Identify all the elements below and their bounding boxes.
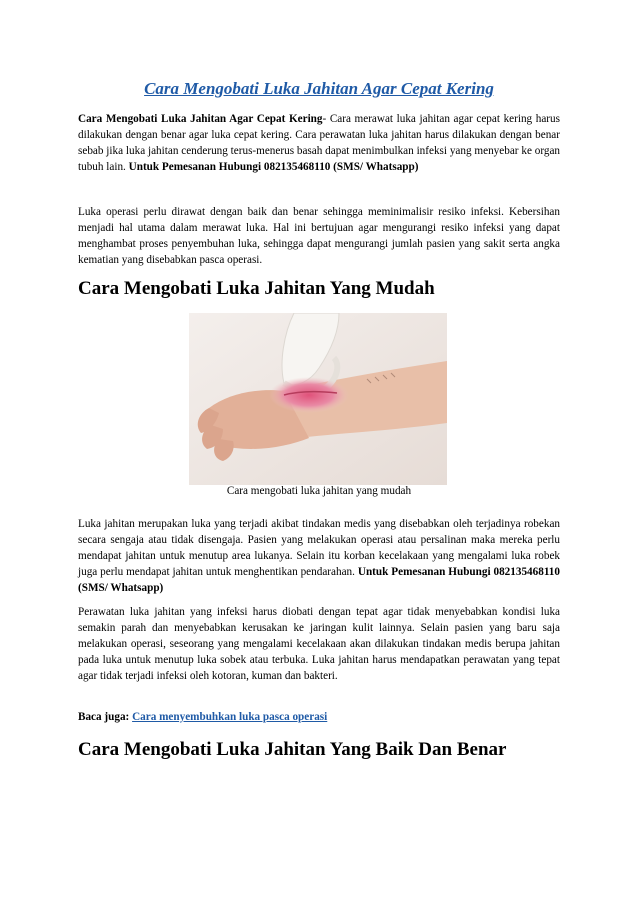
section1-paragraph-2: Perawatan luka jahitan yang infeksi harus diobati dengan tepat agar tidak menyebabkan kondisi luka semakin parah dan menyebabkan kerusakan ke jaringan kulit lainnya. Selain pasien yang baru saja melakukan operasi, seseorang yang mengalami kecelakaan akan dilakukan tindakan medis berupa jahitan pada luka untuk menutup luka sobek atau terbuka. Luka jahitan harus mendapatkan perawatan yang tepat agar tidak terjadi infeksi oleh kotoran, kuman dan bakteri. <box>78 606 560 682</box>
hand-wound-illustration <box>189 313 447 485</box>
wound-photo <box>189 313 447 485</box>
read-also-label: Baca juga: <box>78 711 130 723</box>
page-title[interactable]: Cara Mengobati Luka Jahitan Agar Cepat Kering <box>144 79 494 98</box>
section-heading-1: Cara Mengobati Luka Jahitan Yang Mudah <box>78 278 435 299</box>
section1-contact: Untuk Pemesanan Hubungi 082135468110 (SMS/ Whatsapp) <box>78 566 560 594</box>
section-heading-2: Cara Mengobati Luka Jahitan Yang Baik Dan Benar <box>78 739 507 760</box>
intro-text: - Cara merawat luka jahitan agar cepat kering harus dilakukan dengan benar agar luka cepat kering. Cara perawatan luka jahitan harus dilakukan dengan benar sebab jika luka jahitan cenderung terus-menerus basah dapat menimbulkan infeksi yang menyebar ke organ tubuh lain. <box>78 113 560 173</box>
intro-contact: Untuk Pemesanan Hubungi 082135468110 (SMS/ Whatsapp) <box>128 161 419 173</box>
section1-paragraph-1 <box>78 516 560 596</box>
intro-bold-lead: Cara Mengobati Luka Jahitan Agar Cepat Kering <box>78 113 323 125</box>
figure-caption: Cara mengobati luka jahitan yang mudah <box>226 485 412 497</box>
read-also <box>78 709 560 725</box>
section1-para1-text: Luka jahitan merupakan luka yang terjadi akibat tindakan medis yang disebabkan oleh terjadinya robekan secara sengaja atau tidak disengaja. Pasien yang melakukan operasi atau persalinan maka mereka perlu mendapat jahitan untuk menutup area lukanya. Selain itu korban kecelakaan yang mengalami luka robek juga perlu mendapat jahitan untuk menghentikan pendarahan. <box>78 518 560 578</box>
read-also-link[interactable]: Cara menyembuhkan luka pasca operasi <box>132 711 328 723</box>
paragraph-2: Luka operasi perlu dirawat dengan baik dan benar sehingga meminimalisir resiko infeksi. Kebersihan menjadi hal utama dalam merawat luka. Hal ini bertujuan agar mengurangi resiko infeksi yang dapat menghambat proses penyembuhan luka, sehingga dapat mengurangi jumlah pasien yang sakit serta angka kematian yang disebabkan pasca operasi. <box>78 206 560 266</box>
intro-paragraph <box>78 111 560 175</box>
